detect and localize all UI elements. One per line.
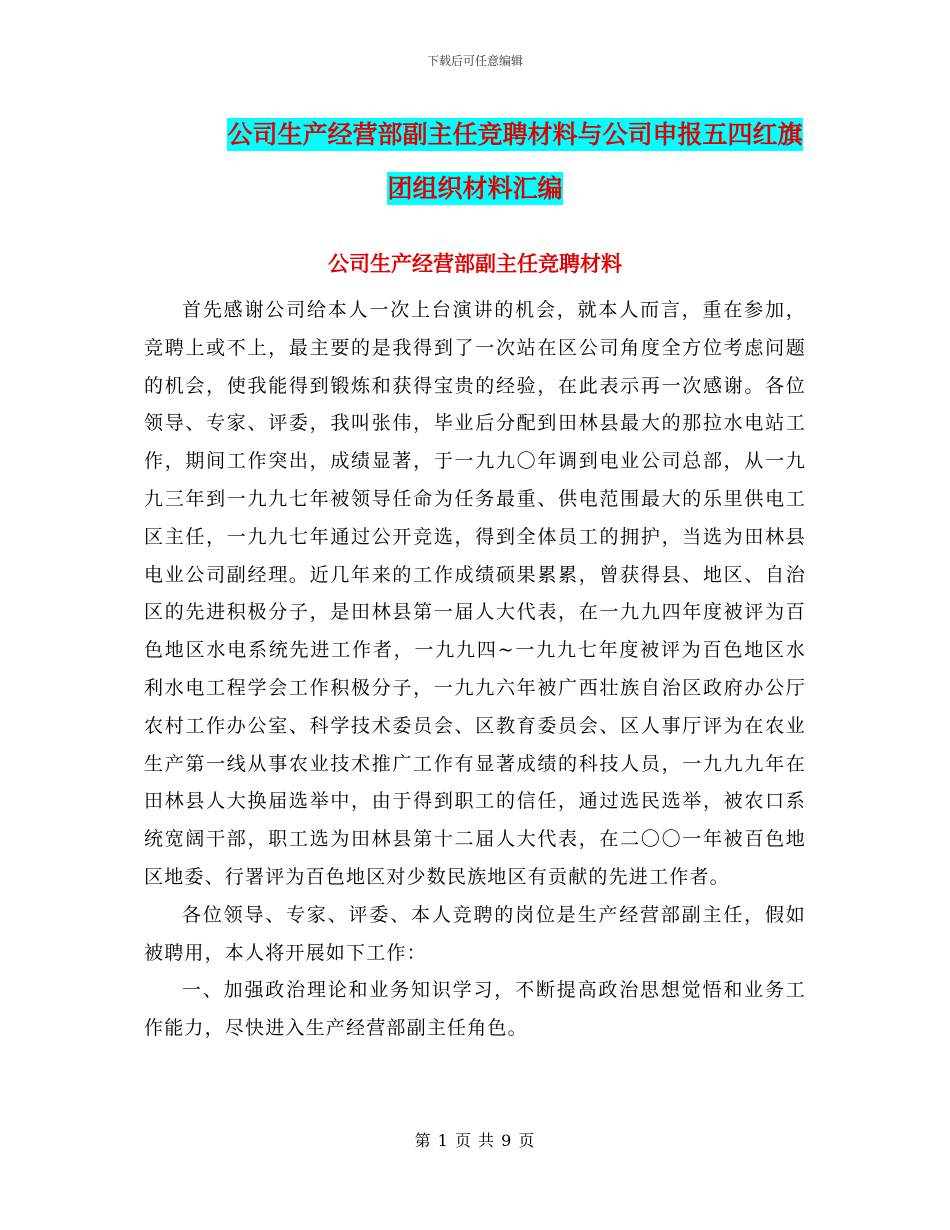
page-footer: 第 1 页 共 9 页 — [414, 1131, 536, 1150]
title-line-2: 团组织材料汇编 — [387, 174, 563, 203]
body-text — [144, 292, 806, 1048]
title-line-1: 公司生产经营部副主任竞聘材料与公司申报五四红旗 — [227, 120, 803, 149]
paragraph: 各位领导、专家、评委、本人竞聘的岗位是生产经营部副主任，假如被聘用，本人将开展如下工作： — [144, 903, 806, 964]
document-title — [0, 108, 950, 216]
section-title: 公司生产经营部副主任竞聘材料 — [328, 252, 622, 276]
paragraph: 一、加强政治理论和业务知识学习，不断提高政治思想觉悟和业务工作能力，尽快进入生产经营部副主任角色。 — [144, 979, 806, 1040]
paragraph: 首先感谢公司给本人一次上台演讲的机会，就本人而言，重在参加，竞聘上或不上，最主要的是我得到了一次站在区公司角度全方位考虑问题的机会，使我能得到锻炼和获得宝贵的经验，在此表示再一次感谢。各位领导、专家、评委，我叫张伟，毕业后分配到田林县最大的那拉水电站工作，期间工作突出，成绩显著，于一九九〇年调到电业公司总部，从一九九三年到一九九七年被领导任命为任务最重、供电范围最大的乐里供电工区主任，一九九七年通过公开竞选，得到全体员工的拥护，当选为田林县电业公司副经理。近几年来的工作成绩硕果累累，曾获得县、地区、自治区的先进积极分子，是田林县第一届人大代表，在一九九四年度被评为百色地区水电系统先进工作者，一九九四~一九九七年度被评为百色地区水利水电工程学会工作积极分子，一九九六年被广西壮族自治区政府办公厅农村工作办公室、科学技术委员会、区教育委员会、区人事厅评为在农业生产第一线从事农业技术推广工作有显著成绩的科技人员，一九九九年在田林县人大换届选举中，由于得到职工的信任，通过选民选举，被农口系统宽阔干部，职工选为田林县第十二届人大代表，在二〇〇一年被百色地区地委、行署评为百色地区对少数民族地区有贡献的先进工作者。 — [144, 299, 806, 888]
header-note: 下载后可任意编辑 — [426, 54, 523, 68]
